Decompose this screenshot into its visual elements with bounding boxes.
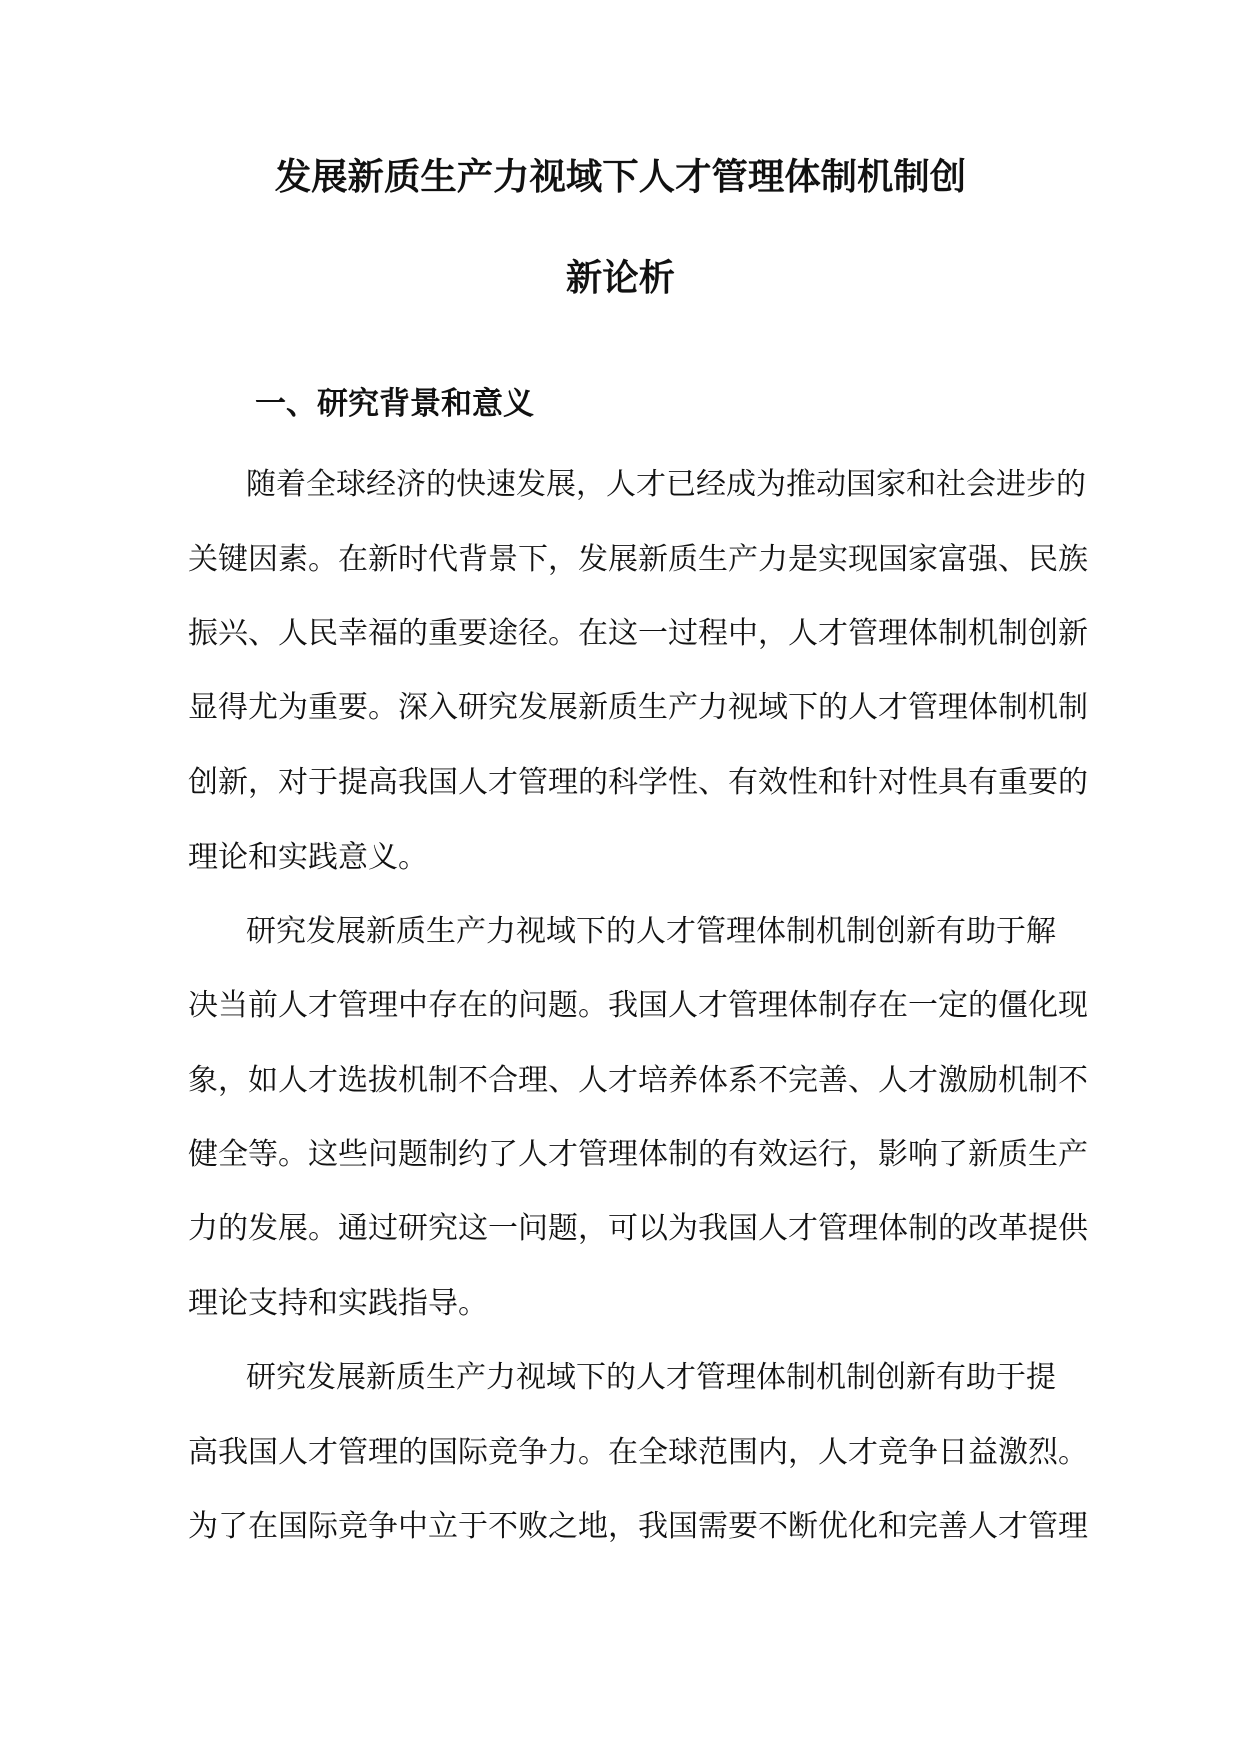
paragraph-1-line-5: 创新，对于提高我国人才管理的科学性、有效性和针对性具有重要的 xyxy=(188,765,1088,800)
paragraph-1-line-2: 关键因素。在新时代背景下，发展新质生产力是实现国家富强、民族 xyxy=(188,542,1088,577)
paragraph-2-line-4: 健全等。这些问题制约了人才管理体制的有效运行，影响了新质生产 xyxy=(188,1137,1088,1172)
paragraph-2-line-5: 力的发展。通过研究这一问题，可以为我国人才管理体制的改革提供 xyxy=(188,1211,1088,1246)
title-line-1: 发展新质生产力视域下人才管理体制机制创 xyxy=(274,155,967,198)
paragraph-2-line-2: 决当前人才管理中存在的问题。我国人才管理体制存在一定的僵化现 xyxy=(188,988,1088,1023)
paragraph-3-line-3: 为了在国际竞争中立于不败之地，我国需要不断优化和完善人才管理 xyxy=(188,1509,1088,1544)
paragraph-2-line-1: 研究发展新质生产力视域下的人才管理体制机制创新有助于解 xyxy=(246,914,1056,949)
section-heading: 一、研究背景和意义 xyxy=(255,386,534,422)
paragraph-2-line-6: 理论支持和实践指导。 xyxy=(188,1286,488,1321)
paragraph-1-line-4: 显得尤为重要。深入研究发展新质生产力视域下的人才管理体制机制 xyxy=(188,690,1088,725)
paragraph-2-line-3: 象，如人才选拔机制不合理、人才培养体系不完善、人才激励机制不 xyxy=(188,1063,1088,1098)
paragraph-3-line-1: 研究发展新质生产力视域下的人才管理体制机制创新有助于提 xyxy=(246,1360,1056,1395)
paragraph-1-line-6: 理论和实践意义。 xyxy=(188,840,428,875)
paragraph-1-line-3: 振兴、人民幸福的重要途径。在这一过程中，人才管理体制机制创新 xyxy=(188,616,1088,651)
title-line-2: 新论析 xyxy=(565,256,676,299)
paragraph-1-line-1: 随着全球经济的快速发展，人才已经成为推动国家和社会进步的 xyxy=(246,467,1086,502)
paragraph-3-line-2: 高我国人才管理的国际竞争力。在全球范围内，人才竞争日益激烈。 xyxy=(188,1435,1088,1470)
